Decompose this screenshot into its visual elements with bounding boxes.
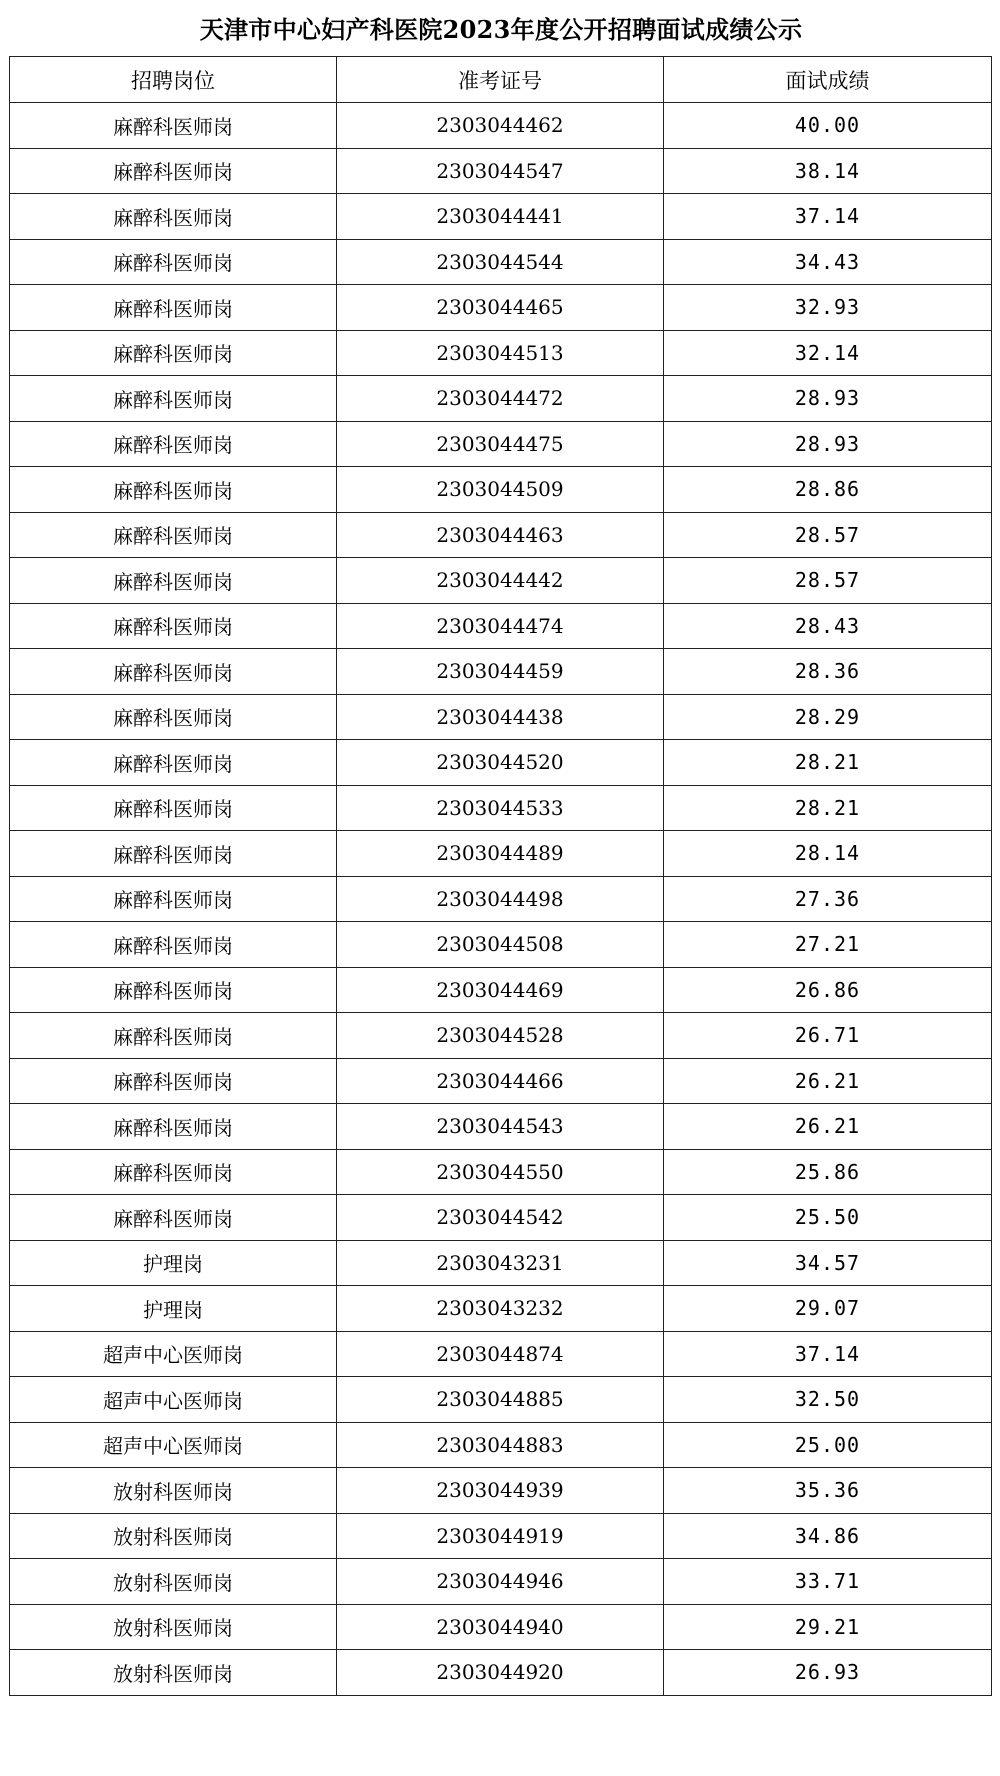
table-row [10, 1286, 992, 1332]
score-cell: 33.71 [664, 1559, 992, 1605]
position-cell: 放射科医师岗 [10, 1559, 337, 1605]
table-row [10, 1650, 992, 1696]
table-row [10, 649, 992, 695]
score-cell: 28.21 [664, 785, 992, 831]
ticket-number-cell: 2303043232 [337, 1286, 664, 1332]
table-row [10, 376, 992, 422]
ticket-number-cell: 2303044520 [337, 740, 664, 786]
table-row [10, 1240, 992, 1286]
score-cell: 28.43 [664, 603, 992, 649]
score-cell: 38.14 [664, 148, 992, 194]
score-cell: 32.93 [664, 285, 992, 331]
score-cell: 37.14 [664, 1331, 992, 1377]
position-cell: 麻醉科医师岗 [10, 694, 337, 740]
position-cell: 护理岗 [10, 1240, 337, 1286]
position-cell: 超声中心医师岗 [10, 1331, 337, 1377]
position-cell: 麻醉科医师岗 [10, 1195, 337, 1241]
table-row [10, 1604, 992, 1650]
ticket-number-cell: 2303044542 [337, 1195, 664, 1241]
position-cell: 麻醉科医师岗 [10, 558, 337, 604]
position-cell: 麻醉科医师岗 [10, 603, 337, 649]
position-cell: 麻醉科医师岗 [10, 1013, 337, 1059]
table-row [10, 1559, 992, 1605]
table-row [10, 194, 992, 240]
position-cell: 麻醉科医师岗 [10, 740, 337, 786]
table-row [10, 1422, 992, 1468]
score-cell: 28.36 [664, 649, 992, 695]
position-cell: 麻醉科医师岗 [10, 967, 337, 1013]
ticket-number-cell: 2303044466 [337, 1058, 664, 1104]
table-row [10, 239, 992, 285]
ticket-number-cell: 2303044462 [337, 103, 664, 149]
table-row [10, 603, 992, 649]
position-cell: 麻醉科医师岗 [10, 831, 337, 877]
score-cell: 28.93 [664, 421, 992, 467]
table-row [10, 694, 992, 740]
position-cell: 麻醉科医师岗 [10, 785, 337, 831]
ticket-number-cell: 2303044489 [337, 831, 664, 877]
ticket-number-cell: 2303044920 [337, 1650, 664, 1696]
position-cell: 麻醉科医师岗 [10, 239, 337, 285]
ticket-number-cell: 2303044513 [337, 330, 664, 376]
table-row [10, 1195, 992, 1241]
position-cell: 放射科医师岗 [10, 1468, 337, 1514]
table-row [10, 148, 992, 194]
position-cell: 麻醉科医师岗 [10, 376, 337, 422]
position-cell: 麻醉科医师岗 [10, 512, 337, 558]
ticket-number-cell: 2303044475 [337, 421, 664, 467]
ticket-number-cell: 2303044508 [337, 922, 664, 968]
score-cell: 26.93 [664, 1650, 992, 1696]
score-cell: 28.57 [664, 558, 992, 604]
table-body [10, 103, 992, 1696]
position-cell: 麻醉科医师岗 [10, 103, 337, 149]
table-row [10, 1377, 992, 1423]
ticket-number-cell: 2303044442 [337, 558, 664, 604]
header-ticket-number: 准考证号 [337, 57, 664, 103]
table-row [10, 922, 992, 968]
score-cell: 25.50 [664, 1195, 992, 1241]
position-cell: 麻醉科医师岗 [10, 649, 337, 695]
score-cell: 29.21 [664, 1604, 992, 1650]
ticket-number-cell: 2303044543 [337, 1104, 664, 1150]
table-row [10, 876, 992, 922]
table-row [10, 558, 992, 604]
table-row [10, 285, 992, 331]
position-cell: 麻醉科医师岗 [10, 876, 337, 922]
ticket-number-cell: 2303044472 [337, 376, 664, 422]
score-cell: 32.14 [664, 330, 992, 376]
table-row [10, 740, 992, 786]
ticket-number-cell: 2303043231 [337, 1240, 664, 1286]
header-interview-score: 面试成绩 [664, 57, 992, 103]
position-cell: 麻醉科医师岗 [10, 194, 337, 240]
position-cell: 麻醉科医师岗 [10, 1058, 337, 1104]
score-cell: 26.21 [664, 1058, 992, 1104]
ticket-number-cell: 2303044919 [337, 1513, 664, 1559]
document-title: 天津市中心妇产科医院2023年度公开招聘面试成绩公示 [199, 15, 803, 44]
ticket-number-cell: 2303044883 [337, 1422, 664, 1468]
score-cell: 28.86 [664, 467, 992, 513]
ticket-number-cell: 2303044438 [337, 694, 664, 740]
ticket-number-cell: 2303044547 [337, 148, 664, 194]
score-cell: 28.21 [664, 740, 992, 786]
table-row [10, 330, 992, 376]
position-cell: 麻醉科医师岗 [10, 1104, 337, 1150]
score-cell: 26.71 [664, 1013, 992, 1059]
table-row [10, 967, 992, 1013]
score-cell: 26.21 [664, 1104, 992, 1150]
ticket-number-cell: 2303044939 [337, 1468, 664, 1514]
score-cell: 34.86 [664, 1513, 992, 1559]
score-cell: 26.86 [664, 967, 992, 1013]
score-cell: 34.57 [664, 1240, 992, 1286]
score-cell: 28.93 [664, 376, 992, 422]
ticket-number-cell: 2303044509 [337, 467, 664, 513]
score-cell: 28.14 [664, 831, 992, 877]
ticket-number-cell: 2303044885 [337, 1377, 664, 1423]
table-row [10, 1058, 992, 1104]
position-cell: 麻醉科医师岗 [10, 285, 337, 331]
score-cell: 37.14 [664, 194, 992, 240]
position-cell: 放射科医师岗 [10, 1604, 337, 1650]
ticket-number-cell: 2303044940 [337, 1604, 664, 1650]
table-row [10, 831, 992, 877]
ticket-number-cell: 2303044459 [337, 649, 664, 695]
table-row [10, 467, 992, 513]
ticket-number-cell: 2303044441 [337, 194, 664, 240]
ticket-number-cell: 2303044874 [337, 1331, 664, 1377]
ticket-number-cell: 2303044463 [337, 512, 664, 558]
score-cell: 28.29 [664, 694, 992, 740]
ticket-number-cell: 2303044533 [337, 785, 664, 831]
score-cell: 34.43 [664, 239, 992, 285]
table-row [10, 1513, 992, 1559]
score-cell: 27.21 [664, 922, 992, 968]
position-cell: 超声中心医师岗 [10, 1377, 337, 1423]
position-cell: 麻醉科医师岗 [10, 467, 337, 513]
ticket-number-cell: 2303044498 [337, 876, 664, 922]
table-row [10, 1104, 992, 1150]
table-row [10, 1013, 992, 1059]
ticket-number-cell: 2303044946 [337, 1559, 664, 1605]
position-cell: 麻醉科医师岗 [10, 330, 337, 376]
score-cell: 25.00 [664, 1422, 992, 1468]
table-row [10, 1468, 992, 1514]
score-cell: 27.36 [664, 876, 992, 922]
ticket-number-cell: 2303044544 [337, 239, 664, 285]
score-cell: 32.50 [664, 1377, 992, 1423]
position-cell: 麻醉科医师岗 [10, 1149, 337, 1195]
score-cell: 25.86 [664, 1149, 992, 1195]
ticket-number-cell: 2303044528 [337, 1013, 664, 1059]
score-cell: 28.57 [664, 512, 992, 558]
score-cell: 29.07 [664, 1286, 992, 1332]
table-row [10, 421, 992, 467]
header-position: 招聘岗位 [10, 57, 337, 103]
position-cell: 麻醉科医师岗 [10, 922, 337, 968]
score-cell: 40.00 [664, 103, 992, 149]
position-cell: 麻醉科医师岗 [10, 148, 337, 194]
ticket-number-cell: 2303044550 [337, 1149, 664, 1195]
position-cell: 放射科医师岗 [10, 1513, 337, 1559]
position-cell: 放射科医师岗 [10, 1650, 337, 1696]
table-row [10, 512, 992, 558]
position-cell: 超声中心医师岗 [10, 1422, 337, 1468]
table-row [10, 785, 992, 831]
score-cell: 35.36 [664, 1468, 992, 1514]
position-cell: 护理岗 [10, 1286, 337, 1332]
table-row [10, 1331, 992, 1377]
table-header-row [10, 57, 992, 103]
ticket-number-cell: 2303044474 [337, 603, 664, 649]
ticket-number-cell: 2303044465 [337, 285, 664, 331]
table-row [10, 1149, 992, 1195]
table-row [10, 103, 992, 149]
ticket-number-cell: 2303044469 [337, 967, 664, 1013]
results-table [9, 56, 992, 1696]
position-cell: 麻醉科医师岗 [10, 421, 337, 467]
